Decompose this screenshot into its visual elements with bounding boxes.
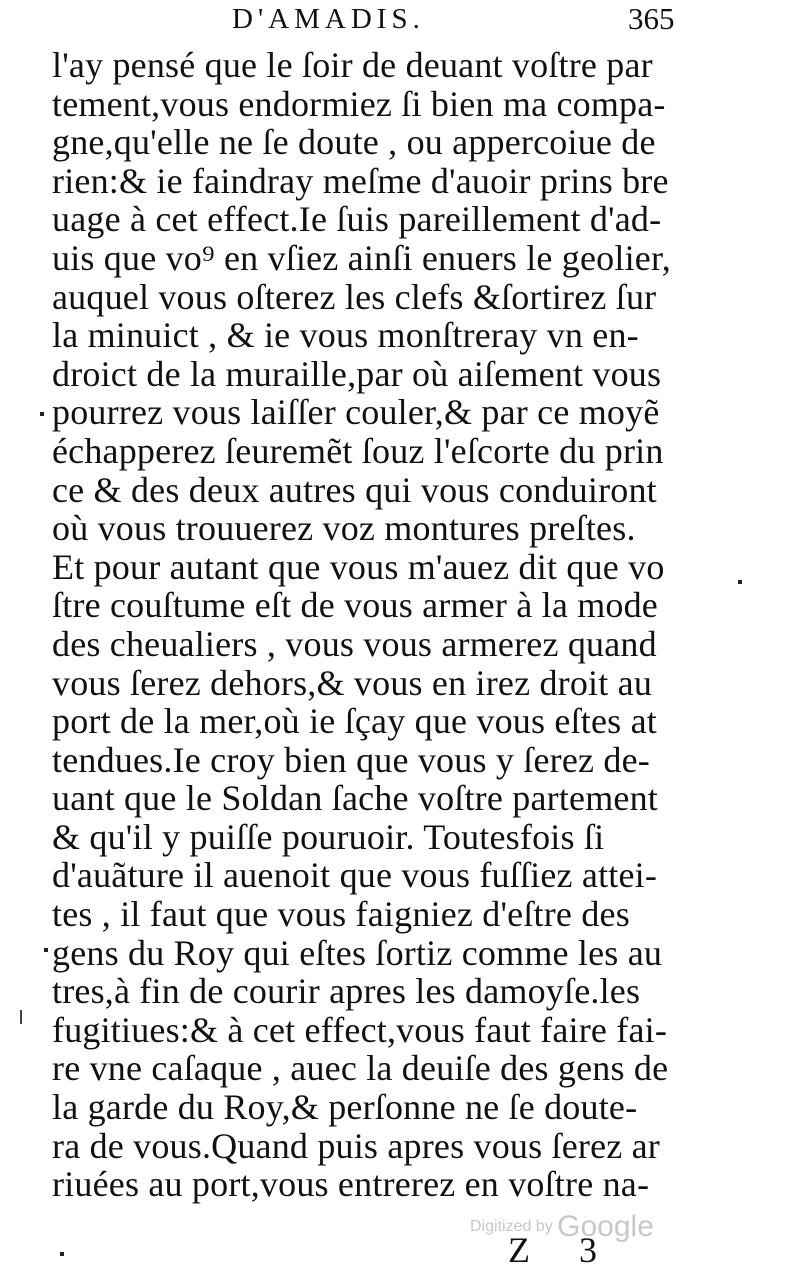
text-line: des cheualiers , vous vous armerez quand (52, 623, 657, 664)
text-line: uant que le Soldan ſache voſtre partement (52, 778, 658, 819)
text-line: gne,qu'elle ne ſe doute , ou appercoiue de (52, 122, 656, 163)
scan-speck (44, 948, 48, 952)
scan-speck (738, 580, 742, 584)
text-line: auquel vous oſterez les clefs &ſortirez ſur (52, 276, 657, 317)
text-line: où vous trouuerez voz montures preſtes. (52, 508, 636, 549)
text-line: re vne caſaque , auec la deuiſe des gens de (52, 1048, 669, 1089)
running-title: D'AMADIS. (232, 3, 425, 35)
text-line: d'auãture il auenoit que vous fuſſiez attei- (52, 855, 658, 896)
text-line: tement,vous endormiez ſi bien ma compa- (52, 83, 666, 124)
text-line: port de la mer,où ie ſçay que vous eſtes at (52, 701, 657, 742)
text-line: échapperez ſeuremẽt ſouz l'eſcorte du prin (52, 430, 664, 471)
text-line: Et pour autant que vous m'auez dit que vo (52, 546, 665, 587)
text-line: pourrez vous laiſſer couler,& par ce moyẽ (52, 392, 660, 433)
text-line: tendues.Ie croy bien que vous y ſerez de- (52, 739, 650, 780)
text-line: gens du Roy qui eſtes ſortiz comme les au (52, 932, 663, 973)
text-line: droict de la muraille,par où aiſement vous (52, 353, 662, 394)
text-line: tes , il faut que vous faigniez d'eſtre des (52, 894, 630, 935)
google-watermark: Google (557, 1210, 654, 1243)
text-line: la minuict , & ie vous monſtreray vn en- (52, 315, 639, 356)
text-line: la garde du Roy,& perſonne ne ſe doute- (52, 1087, 638, 1128)
body-text (52, 46, 732, 1204)
text-line: tres,à fin de courir apres les damoyſe.les (52, 971, 641, 1012)
text-line: vous ſerez dehors,& vous en irez droit au (52, 662, 653, 703)
text-line: fugitiues:& à cet effect,vous faut faire fai- (52, 1009, 668, 1050)
text-line: uage à cet effect.Ie ſuis pareillement d'ad- (52, 199, 662, 240)
scan-speck (60, 1252, 64, 1256)
margin-mark (20, 1010, 22, 1024)
text-line: ce & des deux autres qui vous conduiront (52, 469, 657, 510)
signature-mark: Z 3 (508, 1230, 617, 1270)
text-line: rien:& ie faindray meſme d'auoir prins bre (52, 160, 669, 201)
text-line: uis que vo⁹ en vſiez ainſi enuers le geolier, (52, 237, 671, 278)
scan-speck (40, 412, 44, 416)
text-line: & qu'il y puiſſe pouruoir. Toutesfois ſi (52, 816, 605, 857)
text-line: ſtre couſtume eſt de vous armer à la mode (52, 585, 658, 626)
digitized-by-text: Digitized by (470, 1218, 553, 1236)
text-line: l'ay pensé que le ſoir de deuant voſtre par (52, 45, 653, 85)
text-line: ra de vous.Quand puis apres vous ſerez ar (52, 1125, 661, 1166)
page-number: 365 (628, 1, 675, 36)
text-line: riuées au port,vous entrerez en voſtre na- (52, 1164, 650, 1205)
